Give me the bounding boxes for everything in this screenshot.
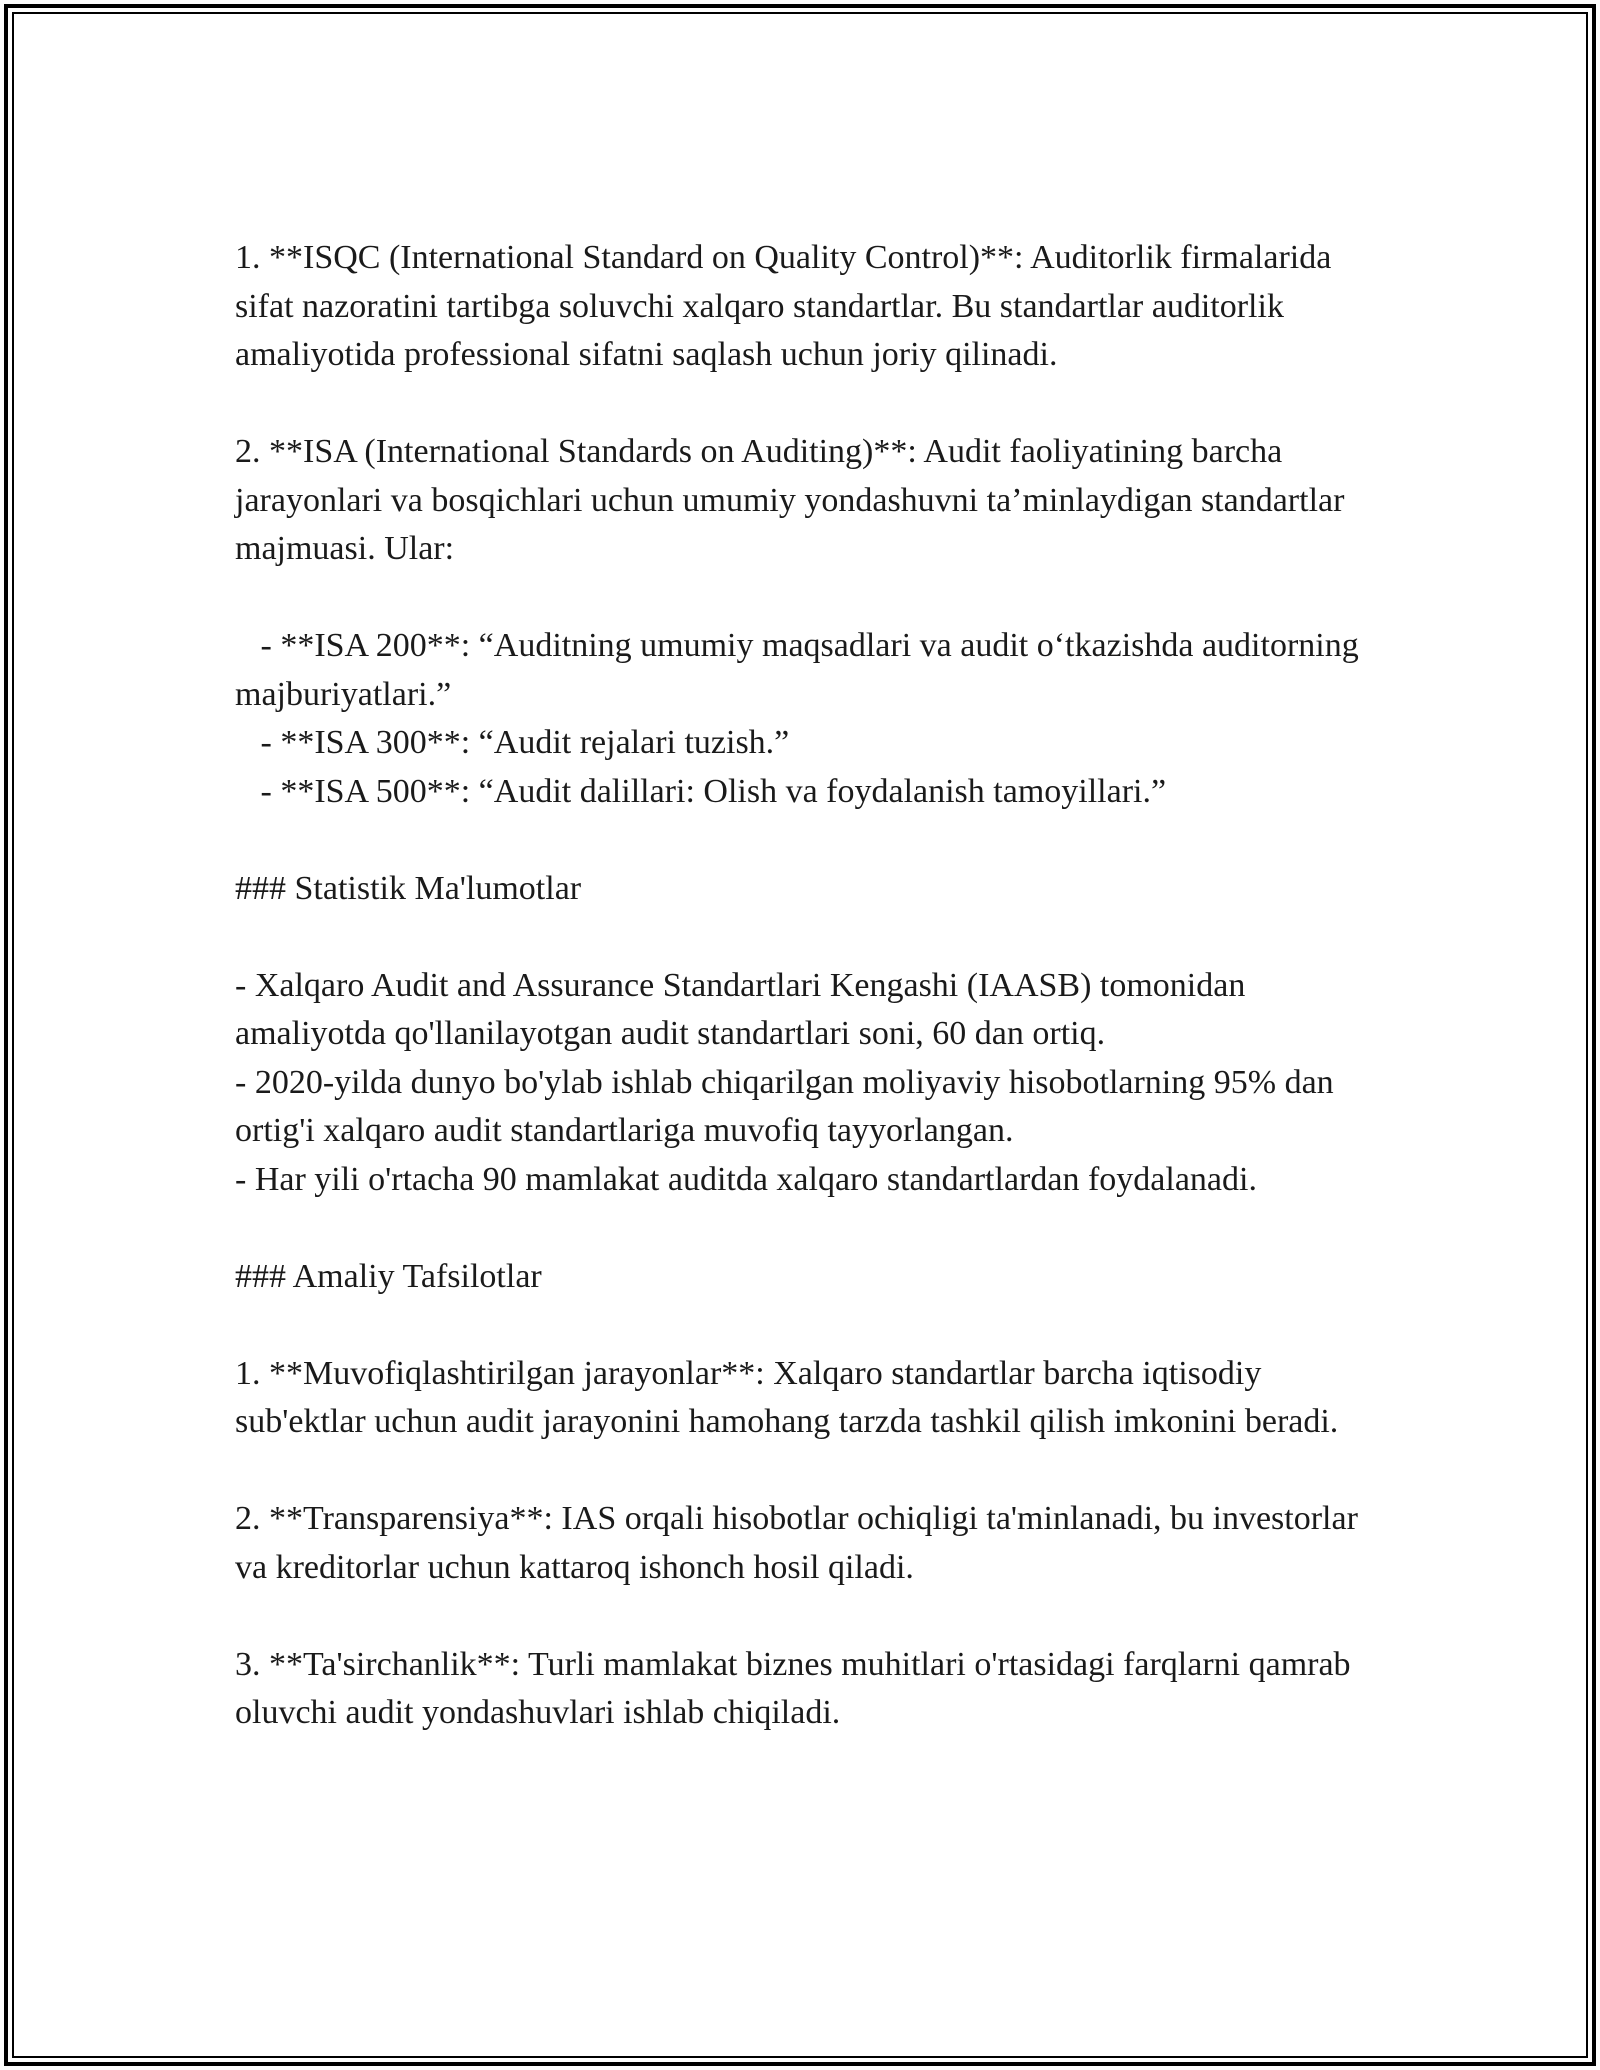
practical-item-3: 3. **Ta'sirchanlik**: Turli mamlakat biznes muhitlari o'rtasidagi farqlarni qamrab oluvchi audit yondashuvlari ishlab chiqiladi. xyxy=(235,1645,1351,1731)
isa-sublist xyxy=(235,622,1375,816)
sublist-item-text: - **ISA 200**: “Auditning umumiy maqsadlari va audit o‘tkazishda auditorning majburiyatlari.” xyxy=(235,627,1359,713)
statistics-item: - Har yili o'rtacha 90 mamlakat auditda xalqaro standartlardan foydalanadi. xyxy=(235,1160,1257,1198)
practical-item-2: 2. **Transparensiya**: IAS orqali hisobotlar ochiqligi ta'minlanadi, bu investorlar va kreditorlar uchun kattaroq ishonch hosil qiladi. xyxy=(235,1500,1358,1586)
statistics-item: - Xalqaro Audit and Assurance Standartlari Kengashi (IAASB) tomonidan amaliyotda qo'llanilayotgan audit standartlari soni, 60 dan ortiq. xyxy=(235,966,1246,1052)
paragraph-gap xyxy=(235,816,1375,865)
sublist-item-text: - **ISA 300**: “Audit rejalari tuzish.” xyxy=(260,724,790,761)
sublist-item-text: - **ISA 500**: “Audit dalillari: Olish va foydalanish tamoyillari.” xyxy=(260,772,1167,810)
isa-paragraph: 2. **ISA (International Standards on Auditing)**: Audit faoliyatining barcha jarayonlari va bosqichlari uchun umumiy yondashuvni ta’minlaydigan standartlar majmuasi. Ular: xyxy=(235,433,1345,567)
paragraph-gap xyxy=(235,913,1375,962)
document-body xyxy=(235,234,1375,1738)
paragraph-gap xyxy=(235,1301,1375,1350)
practical-item-1: 1. **Muvofiqlashtirilgan jarayonlar**: Xalqaro standartlar barcha iqtisodiy sub'ektlar uchun audit jarayonini hamohang tarzda tashkil qilish imkonini beradi. xyxy=(235,1354,1339,1440)
paragraph-gap xyxy=(235,1204,1375,1253)
statistics-item: - 2020-yilda dunyo bo'ylab ishlab chiqarilgan moliyaviy hisobotlarning 95% dan ortig'i xalqaro audit standartlariga muvofiq tayyorlangan. xyxy=(235,1063,1334,1149)
statistics-list xyxy=(235,962,1375,1205)
paragraph-gap xyxy=(235,1592,1375,1641)
practical-heading: ### Amaliy Tafsilotlar xyxy=(235,1257,542,1295)
sublist-item xyxy=(235,768,1375,817)
paragraph-gap xyxy=(235,574,1375,623)
statistics-heading: ### Statistik Ma'lumotlar xyxy=(235,869,582,907)
sublist-item xyxy=(235,719,1375,768)
isqc-paragraph: 1. **ISQC (International Standard on Quality Control)**: Auditorlik firmalarida sifat nazoratini tartibga soluvchi xalqaro standartlar. Bu standartlar auditorlik amaliyotida professional sifatni saqlash uchun joriy qilinadi. xyxy=(235,239,1332,373)
paragraph-gap xyxy=(235,1447,1375,1496)
paragraph-gap xyxy=(235,380,1375,429)
sublist-item xyxy=(235,622,1375,719)
